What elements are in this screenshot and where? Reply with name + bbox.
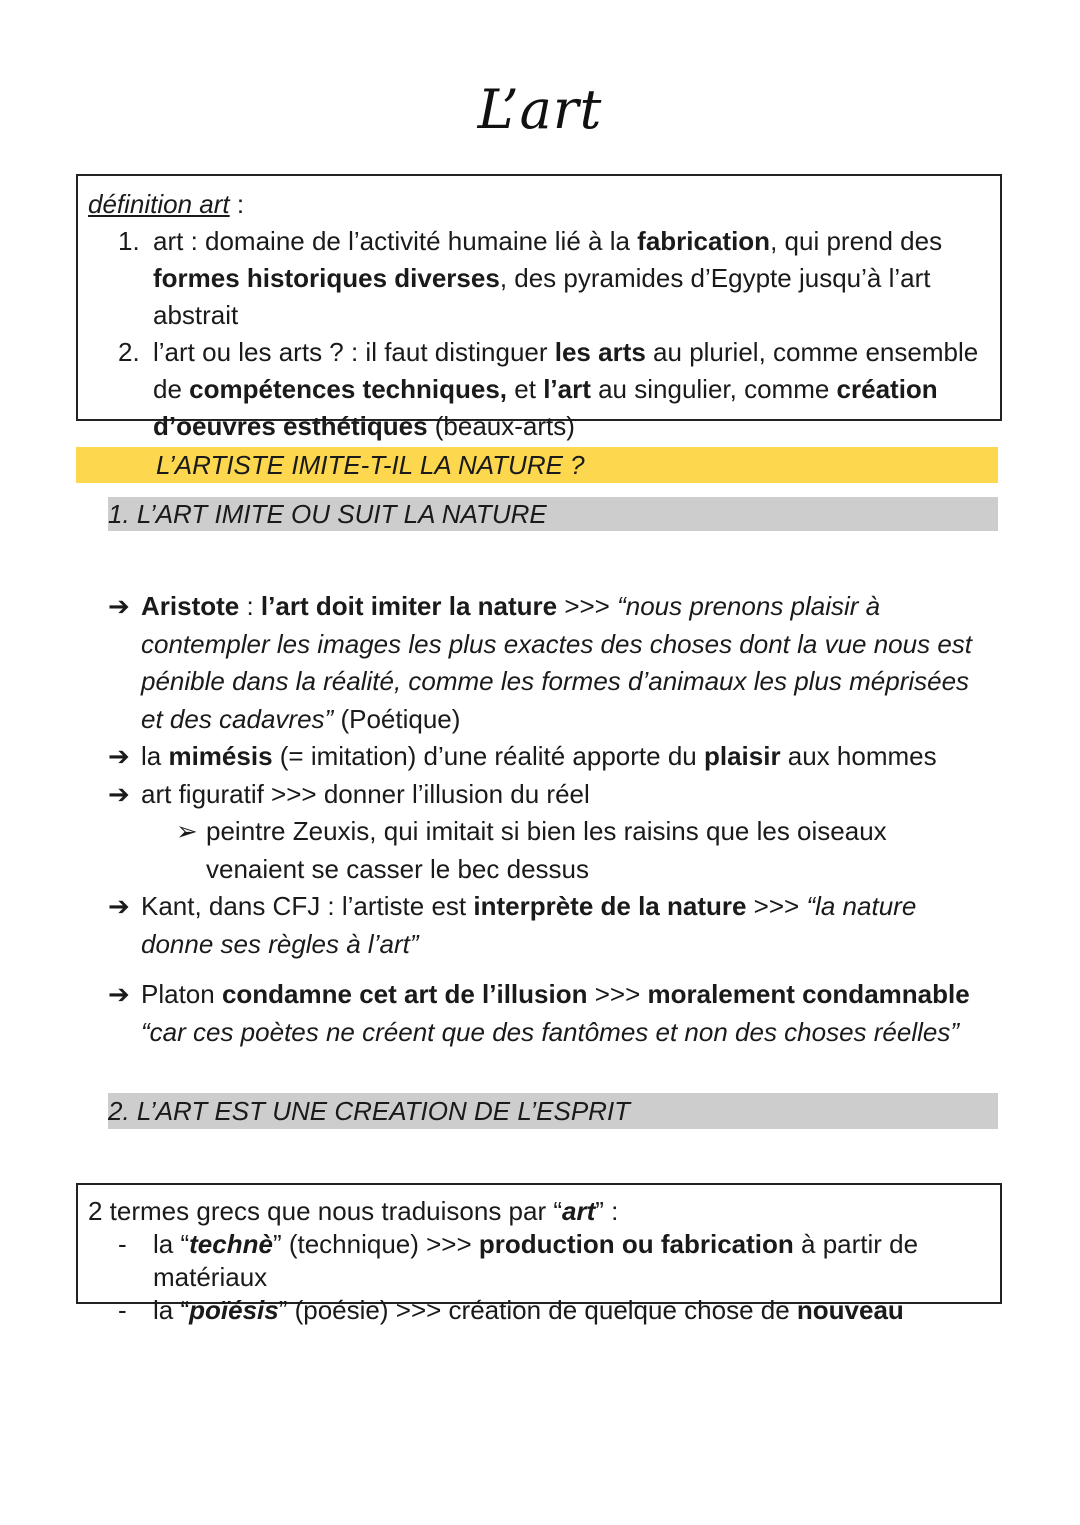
definition-box: définition art : 1. art : domaine de l’activité humaine lié à la fabrication, qui prend des formes historiques diverses, des pyramides d’Egypte jusqu’à l’art abstrait 2. l’art ou les arts ? : il faut distinguer les arts au pluriel, comme ensemble de compétences techniques, et l’art au singulier, comme création d’oeuvres esthétiques (beaux-arts) [76,174,1002,421]
greek-terms-box [76,1183,1002,1325]
list-item: ➔ Platon condamne cet art de l’illusion >>> moralement condamnable “car ces poètes ne créent que des fantômes et non des choses réelles” [108,976,988,1051]
section-2-heading: 2. L’ART EST UNE CREATION DE L’ESPRIT [108,1093,998,1129]
definition-item: 1. art : domaine de l’activité humaine lié à la fabrication, qui prend des formes historiques diverses, des pyramides d’Egypte jusqu’à l’art abstrait [118,226,943,330]
arrow-icon: ➔ [108,778,130,809]
arrow-icon: ➔ [108,741,130,771]
list-item: - la “poïésis” (poésie) >>> création de quelque chose de nouveau [118,1295,904,1325]
platon-block [108,976,988,1051]
list-item: - la “technè” (technique) >>> production ou fabrication à partir de matériaux [118,1229,919,1292]
arrow-icon: ➔ [108,891,130,921]
section-1-heading: 1. L’ART IMITE OU SUIT LA NATURE [108,497,998,531]
sub-list-item: ➢ peintre Zeuxis, qui imitait si bien les raisins que les oiseaux venaient se casser le bec dessus [108,813,988,888]
page-title: L’art [477,78,603,141]
definition-heading: définition art [88,189,230,219]
sub-arrow-icon: ➢ [176,816,198,846]
arrow-icon: ➔ [108,591,130,621]
section-1-body [108,588,988,963]
arrow-icon: ➔ [108,979,130,1009]
question-banner: L’ARTISTE IMITE-T-IL LA NATURE ? [76,447,998,483]
list-item: ➔ Aristote : l’art doit imiter la nature >>> “nous prenons plaisir à contempler les images les plus exactes des choses dont la vue nous est pénible dans la réalité, comme les formes d’animaux les plus méprisées et des cadavres” (Poétique) [108,588,988,738]
list-item: ➔ Kant, dans CFJ : l’artiste est interprète de la nature >>> “la nature donne ses règles à l’art” [108,888,988,963]
list-item: ➔ art figuratif >>> donner l’illusion du réel [108,776,988,814]
list-item: ➔ la mimésis (= imitation) d’une réalité apporte du plaisir aux hommes [108,738,988,776]
greek-intro: 2 termes grecs que nous traduisons par “art” : [88,1196,619,1226]
definition-item: 2. l’art ou les arts ? : il faut distinguer les arts au pluriel, comme ensemble de compétences techniques, et l’art au singulier, comme création d’oeuvres esthétiques (beaux-arts) [118,337,979,441]
